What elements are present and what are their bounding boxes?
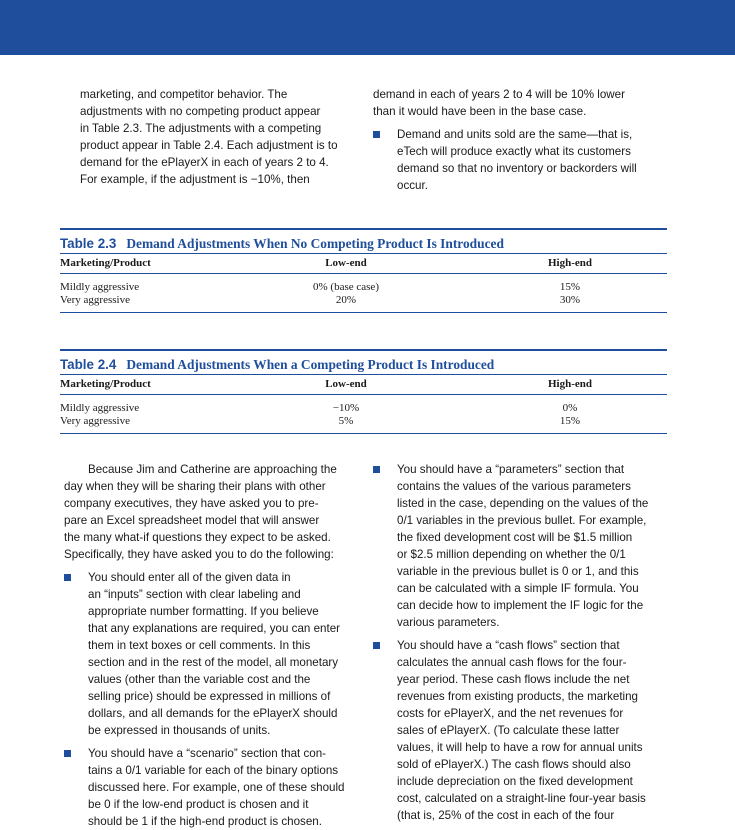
table-cell: 0% (base case) xyxy=(313,281,379,293)
table-cell: 20% xyxy=(335,294,357,306)
table-caption: Demand Adjustments When a Competing Product Is Introduced xyxy=(126,357,495,372)
text-line: You should enter all of the given data in xyxy=(88,571,291,584)
column-header: Low-end xyxy=(325,257,367,269)
text-line: tains a 0/1 variable for each of the binary options xyxy=(88,764,339,777)
table-title xyxy=(60,235,667,253)
text-line: 0/1 variables in the previous bullet. For example, xyxy=(397,514,647,527)
text-line: than it would have been in the base case. xyxy=(373,105,587,118)
table-cell: −10% xyxy=(332,402,360,414)
column-header: High-end xyxy=(547,257,592,269)
top-left-paragraph xyxy=(80,86,356,188)
table-cell: 15% xyxy=(559,415,581,427)
text-line: variable in the previous bullet is 0 or 1, and this xyxy=(397,565,639,578)
table-row xyxy=(60,281,667,294)
text-line: contains the values of the various parameters xyxy=(397,480,631,493)
table-cell: Mildly aggressive xyxy=(60,402,140,414)
text-line: appropriate number formatting. If you believe xyxy=(88,605,319,618)
table-cell: 0% xyxy=(562,402,578,414)
text-line: occur. xyxy=(397,179,428,192)
text-line: adjustments with no competing product appear xyxy=(80,105,321,118)
column-header: High-end xyxy=(547,378,592,390)
square-bullet-icon xyxy=(373,466,380,473)
text-line: demand so that no inventory or backorders will xyxy=(397,162,637,175)
text-line: marketing, and competitor behavior. The xyxy=(80,88,288,101)
text-line: can decide how to implement the IF logic for the xyxy=(397,599,644,612)
square-bullet-icon xyxy=(64,750,71,757)
text-line: values (other than the variable cost and the xyxy=(88,673,311,686)
text-line: an “inputs” section with clear labeling and xyxy=(88,588,301,601)
table-top-rule xyxy=(60,349,667,351)
table-number: Table 2.3 xyxy=(60,236,117,251)
bullet-item-parameters xyxy=(373,461,673,631)
square-bullet-icon xyxy=(373,131,380,138)
text-line: should be 1 if the high-end product is chosen. xyxy=(88,815,322,828)
table-bottom-rule xyxy=(60,433,667,434)
text-line: listed in the case, depending on the values of the xyxy=(397,497,649,510)
text-line: section and in the rest of the model, all monetary xyxy=(88,656,339,669)
column-header: Marketing/Product xyxy=(60,378,151,390)
text-line: be 0 if the low-end product is chosen and it xyxy=(88,798,309,811)
bullet-item-demand xyxy=(373,126,673,194)
table-cell: 5% xyxy=(338,415,354,427)
text-line: company executives, they have asked you to pre- xyxy=(64,497,319,510)
text-line: sales of ePlayerX. (To calculate these latter xyxy=(397,724,620,737)
table-bottom-rule xyxy=(60,312,667,313)
text-line: Demand and units sold are the same—that is, xyxy=(397,128,633,141)
bullet-item-cash-flows xyxy=(373,637,673,824)
bottom-right-column xyxy=(373,461,673,824)
table-cell: 30% xyxy=(559,294,581,306)
table-row xyxy=(60,415,667,428)
text-line: the fixed development cost will be $1.5 million xyxy=(397,531,633,544)
text-line: various parameters. xyxy=(397,616,500,629)
text-line: that any explanations are required, you can enter xyxy=(88,622,341,635)
table-title xyxy=(60,356,667,374)
table-header-row xyxy=(60,375,667,394)
text-line: demand in each of years 2 to 4 will be 10% lower xyxy=(373,88,625,101)
text-line: You should have a “parameters” section that xyxy=(397,463,625,476)
table-row xyxy=(60,402,667,415)
text-line: them in text boxes or cell comments. In this xyxy=(88,639,311,652)
text-line: costs for ePlayerX, and the net revenues for xyxy=(397,707,624,720)
intro-paragraph xyxy=(64,461,356,563)
top-right-column xyxy=(373,86,673,194)
text-line: product appear in Table 2.4. Each adjustment is to xyxy=(80,139,338,152)
text-line: selling price) should be expressed in millions of xyxy=(88,690,331,703)
text-line: discussed here. For example, one of these should xyxy=(88,781,345,794)
text-line: year period. These cash flows include the net xyxy=(397,673,630,686)
text-line: day when they will be sharing their plans with other xyxy=(64,480,326,493)
bullet-item-inputs xyxy=(64,569,356,739)
text-line: You should have a “cash flows” section that xyxy=(397,639,620,652)
text-line: include depreciation on the fixed development xyxy=(397,775,633,788)
text-line: or $2.5 million depending on whether the 0/1 xyxy=(397,548,626,561)
text-line: Because Jim and Catherine are approaching the xyxy=(88,463,337,476)
text-line: (that is, 25% of the cost in each of the four xyxy=(397,809,615,822)
table-header-row xyxy=(60,254,667,273)
table-cell: 15% xyxy=(559,281,581,293)
table-2-3 xyxy=(60,228,667,313)
square-bullet-icon xyxy=(373,642,380,649)
text-line: You should have a “scenario” section that con- xyxy=(88,747,327,760)
table-cell: Very aggressive xyxy=(60,415,130,427)
text-line: values, it will help to have a row for annual units xyxy=(397,741,643,754)
table-row xyxy=(60,294,667,307)
text-line: pare an Excel spreadsheet model that will answer xyxy=(64,514,320,527)
table-cell: Very aggressive xyxy=(60,294,130,306)
column-header: Marketing/Product xyxy=(60,257,151,269)
text-line: cost, calculated on a straight-line four-year basis xyxy=(397,792,646,805)
bullet-item-scenario xyxy=(64,745,356,830)
text-line: eTech will produce exactly what its customers xyxy=(397,145,631,158)
text-line: dollars, and all demands for the ePlayerX should xyxy=(88,707,338,720)
text-line: in Table 2.3. The adjustments with a competing xyxy=(80,122,322,135)
text-line: revenues from existing products, the marketing xyxy=(397,690,639,703)
text-line: can be calculated with a simple IF formula. You xyxy=(397,582,639,595)
text-line: sold of ePlayerX.) The cash flows should also xyxy=(397,758,631,771)
table-caption: Demand Adjustments When No Competing Product Is Introduced xyxy=(126,236,504,251)
text-line: demand for the ePlayerX in each of years 2 to 4. xyxy=(80,156,329,169)
bottom-left-column xyxy=(64,461,356,830)
square-bullet-icon xyxy=(64,574,71,581)
text-line: Specifically, they have asked you to do the following: xyxy=(64,548,334,561)
table-number: Table 2.4 xyxy=(60,357,117,372)
table-2-4 xyxy=(60,349,667,434)
table-top-rule xyxy=(60,228,667,230)
text-line: the many what-if questions they expect to be asked. xyxy=(64,531,331,544)
header-band xyxy=(0,0,735,55)
text-line: For example, if the adjustment is −10%, then xyxy=(80,173,310,186)
table-cell: Mildly aggressive xyxy=(60,281,140,293)
text-line: calculates the annual cash flows for the four- xyxy=(397,656,627,669)
column-header: Low-end xyxy=(325,378,367,390)
text-line: be expressed in thousands of units. xyxy=(88,724,271,737)
